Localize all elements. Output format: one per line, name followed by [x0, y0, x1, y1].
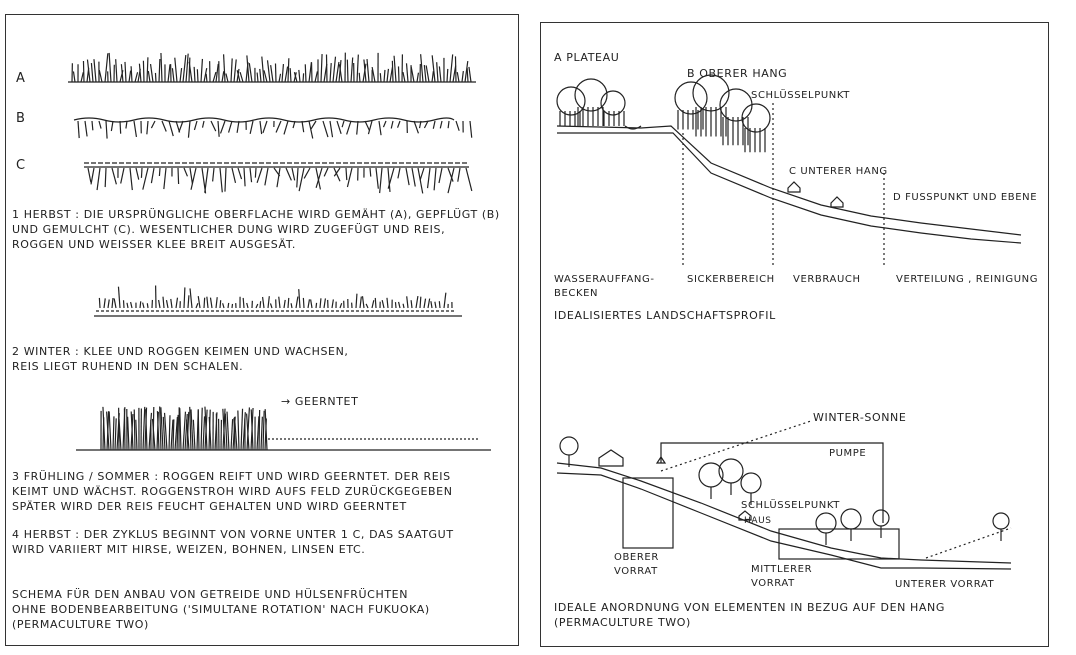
fukuoka-rotation-panel — [5, 14, 519, 646]
zone-catchment-line1: WASSERAUFFANG- — [554, 274, 655, 285]
row-label-c: C — [16, 158, 26, 173]
label-foot-plain: D FUSSPUNKT UND EBENE — [893, 192, 1038, 203]
row-a-sketch — [68, 53, 476, 82]
harvested-label: → GEERNTET — [281, 395, 359, 408]
label-upper-storage — [614, 551, 659, 578]
bottom-caption — [554, 601, 945, 631]
row-c-sketch — [84, 163, 472, 193]
label-zone-seepage: SICKERBEREICH — [687, 274, 775, 285]
middle-storage-line2: VORRAT — [751, 577, 795, 589]
step1-line3: ROGGEN UND WEISSER KLEE BREIT AUSGESÄT. — [12, 237, 296, 251]
step1-line1: 1 HERBST : DIE URSPRÜNGLICHE OBERFLACHE WIRD GEMÄHT (A), GEPFLÜGT (B) — [12, 208, 500, 221]
left-caption-line2: OHNE BODENBEARBEITUNG ('SIMULTANE ROTATION' NACH FUKUOKA) — [12, 602, 430, 616]
winter-sketch — [94, 286, 462, 316]
upper-storage-line1: OBERER — [614, 552, 659, 563]
label-keypoint-bottom: SCHLÜSSELPUNKT — [741, 500, 840, 511]
row-label-b: B — [16, 111, 26, 126]
step4-line2: WIRD VARIIERT MIT HIRSE, WEIZEN, BOHNEN, LINSEN ETC. — [12, 542, 366, 556]
upper-storage-line2: VORRAT — [614, 565, 658, 577]
label-zone-catchment — [554, 273, 655, 300]
zone-catchment-line2: BECKEN — [554, 287, 599, 299]
label-keypoint-top: SCHLÜSSELPUNKT — [751, 90, 850, 101]
middle-storage-line1: MITTLERER — [751, 564, 813, 575]
label-lower-storage: UNTERER VORRAT — [895, 579, 995, 590]
bottom-caption-line1: IDEALE ANORDNUNG VON ELEMENTEN IN BEZUG AUF DEN HANG — [554, 601, 945, 614]
step2-text — [12, 345, 349, 375]
summer-sketch — [76, 407, 491, 450]
landscape-profile-panel — [540, 22, 1049, 647]
step3-line2: KEIMT UND WÄCHST. ROGGENSTROH WIRD AUFS FELD ZURÜCKGEGEBEN — [12, 484, 453, 498]
label-upper-slope: B OBERER HANG — [687, 67, 788, 80]
label-plateau: A PLATEAU — [554, 51, 620, 64]
step2-line2: REIS LIEGT RUHEND IN DEN SCHALEN. — [12, 359, 244, 373]
step3-text — [12, 470, 453, 515]
label-middle-storage — [751, 563, 812, 590]
step2-line1: 2 WINTER : KLEE UND ROGGEN KEIMEN UND WACHSEN, — [12, 345, 349, 358]
left-caption-line3: (PERMACULTURE TWO) — [12, 617, 149, 631]
step1-line2: UND GEMULCHT (C). WESENTLICHER DUNG WIRD ZUGEFÜGT UND REIS, — [12, 222, 446, 236]
step4-line1: 4 HERBST : DER ZYKLUS BEGINNT VON VORNE UNTER 1 C, DAS SAATGUT — [12, 528, 454, 541]
label-pump: PUMPE — [829, 448, 867, 459]
slope-arrangement-sketch — [557, 421, 1011, 569]
label-house: HAUS — [744, 516, 772, 526]
step1-text — [12, 208, 500, 253]
label-winter-sun: WINTER-SONNE — [813, 411, 907, 424]
label-lower-slope: C UNTERER HANG — [789, 166, 888, 177]
row-label-a: A — [16, 71, 26, 86]
step3-line3: SPÄTER WIRD DER REIS FEUCHT GEHALTEN UND WIRD GEERNTET — [12, 499, 407, 513]
label-zone-distribution: VERTEILUNG , REINIGUNG — [896, 274, 1039, 285]
label-zone-consumption: VERBRAUCH — [793, 274, 861, 285]
top-caption: IDEALISIERTES LANDSCHAFTSPROFIL — [554, 309, 776, 322]
row-b-sketch — [74, 118, 472, 139]
left-caption-line1: SCHEMA FÜR DEN ANBAU VON GETREIDE UND HÜLSENFRÜCHTEN — [12, 588, 409, 601]
bottom-caption-line2: (PERMACULTURE TWO) — [554, 615, 691, 629]
step4-text — [12, 528, 454, 558]
left-caption — [12, 588, 430, 633]
step3-line1: 3 FRÜHLING / SOMMER : ROGGEN REIFT UND WIRD GEERNTET. DER REIS — [12, 470, 451, 483]
